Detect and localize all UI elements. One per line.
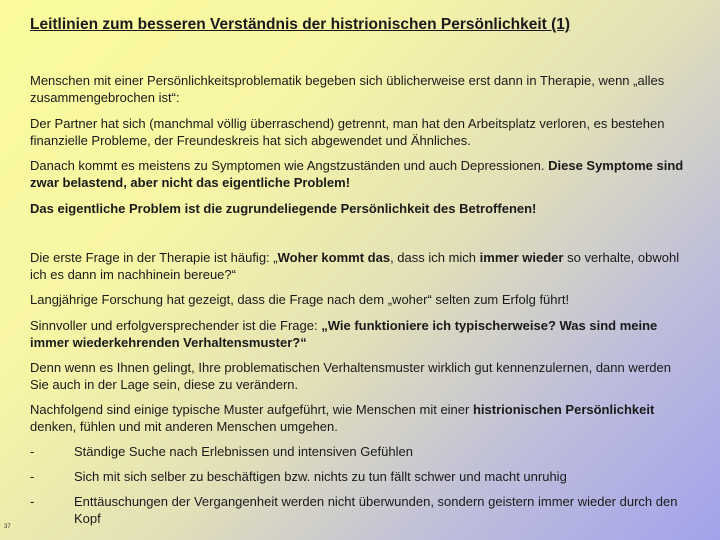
page-number: 37 xyxy=(4,524,11,530)
text-run: Danach kommt es meistens zu Symptomen wie Angstzuständen und auch Depressionen. xyxy=(30,158,549,173)
paragraph xyxy=(30,157,690,191)
paragraph xyxy=(30,359,690,393)
text-run: Der Partner hat sich (manchmal völlig überraschend) getrennt, man hat den Arbeitsplatz verloren, es bestehen finanzielle Probleme, der Freundeskreis hat sich abgewendet und Ähnliches. xyxy=(30,116,665,148)
text-run: Sinnvoller und erfolgversprechender ist die Frage: xyxy=(30,318,322,333)
text-run: Langjährige Forschung hat gezeigt, dass die Frage nach dem „woher“ selten zum Erfolg führt! xyxy=(30,292,570,307)
bullet-text: Enttäuschungen der Vergangenheit werden nicht überwunden, sondern geistern immer wieder durch den Kopf xyxy=(74,494,678,526)
page-title: Leitlinien zum besseren Verständnis der histrionischen Persönlichkeit (1) xyxy=(30,16,571,33)
bold-text: Woher kommt das xyxy=(277,250,391,265)
paragraph xyxy=(30,115,690,149)
bullet-dash: - xyxy=(30,444,35,459)
bullet-dash: - xyxy=(30,469,35,484)
bold-text: Das eigentliche Problem ist die zugrundeliegende Persönlichkeit des Betroffenen! xyxy=(30,201,537,216)
text-run: Nachfolgend sind einige typische Muster aufgeführt, wie Menschen mit einer xyxy=(30,402,473,417)
text-run: Denn wenn es Ihnen gelingt, Ihre problematischen Verhaltensmuster wirklich gut kennenzulernen, dann werden Sie auch in der Lage sein, diese zu verändern. xyxy=(30,360,671,392)
bold-text: Diese Symptome sind zwar belastend, aber nicht das eigentliche Problem! xyxy=(30,158,684,190)
paragraph xyxy=(30,401,690,435)
text-run: Die erste Frage in der Therapie ist häufig: „ xyxy=(30,250,278,265)
text-run: so verhalte, obwohl ich es dann im nachhinein bereue?“ xyxy=(30,250,680,282)
text-run: Menschen mit einer Persönlichkeitsproblematik begeben sich üblicherweise erst dann in Therapie, wenn „alles zusammengebrochen ist“: xyxy=(30,73,665,105)
paragraph xyxy=(30,249,690,283)
text-run: , dass ich mich xyxy=(390,250,480,265)
paragraph xyxy=(30,317,690,351)
bold-text: histrionischen Persönlichkeit xyxy=(472,402,655,417)
paragraph xyxy=(30,72,690,106)
bullet-dash: - xyxy=(30,494,35,509)
bold-text: „Wie funktioniere ich typischerweise? Was sind meine immer wiederkehrenden Verhaltensmuster?“ xyxy=(30,318,658,350)
bullet-text: Ständige Suche nach Erlebnissen und intensiven Gefühlen xyxy=(74,444,413,459)
bullet-text: Sich mit sich selber zu beschäftigen bzw. nichts zu tun fällt schwer und macht unruhig xyxy=(74,469,567,484)
paragraph xyxy=(30,200,690,217)
text-run: denken, fühlen und mit anderen Menschen umgehen. xyxy=(30,419,338,434)
paragraph xyxy=(30,291,690,308)
bold-text: immer wieder xyxy=(479,250,564,265)
